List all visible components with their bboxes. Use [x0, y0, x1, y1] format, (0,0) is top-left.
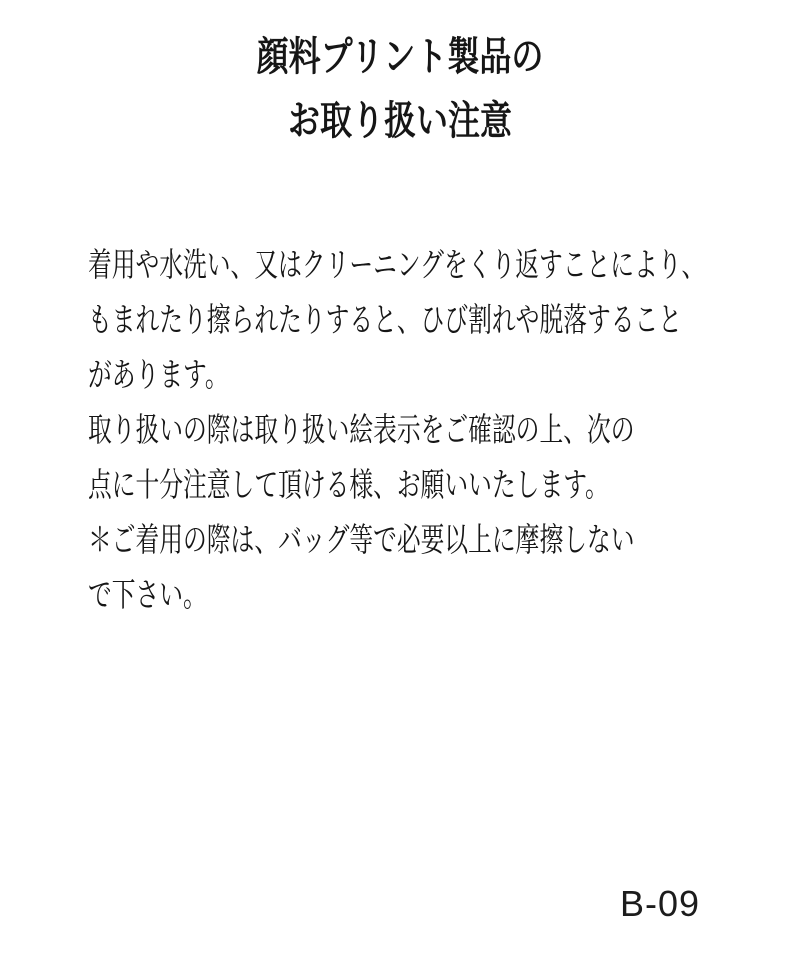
notice-title-line1: 顔料プリント製品の [256, 35, 544, 79]
notice-title [80, 25, 720, 153]
notice-body-line: 点に十分注意して頂ける様、お願いいたします。 [88, 466, 609, 503]
notice-body-line: もまれたり擦られたりすると、ひび割れや脱落すること [88, 301, 682, 338]
page-code: B-09 [619, 883, 700, 924]
notice-body-line: で下さい。 [88, 576, 207, 613]
notice-title-line2: お取り扱い注意 [288, 99, 512, 143]
notice-body-line: 取り扱いの際は取り扱い絵表示をご確認の上、次の [88, 411, 635, 448]
notice-body-line: ＊ご着用の際は、バッグ等で必要以上に摩擦しない [88, 521, 635, 558]
notice-body-line: 着用や水洗い、又はクリーニングをくり返すことにより、 [88, 246, 706, 283]
notice-body [88, 237, 705, 622]
notice-body-line: があります。 [88, 356, 229, 393]
